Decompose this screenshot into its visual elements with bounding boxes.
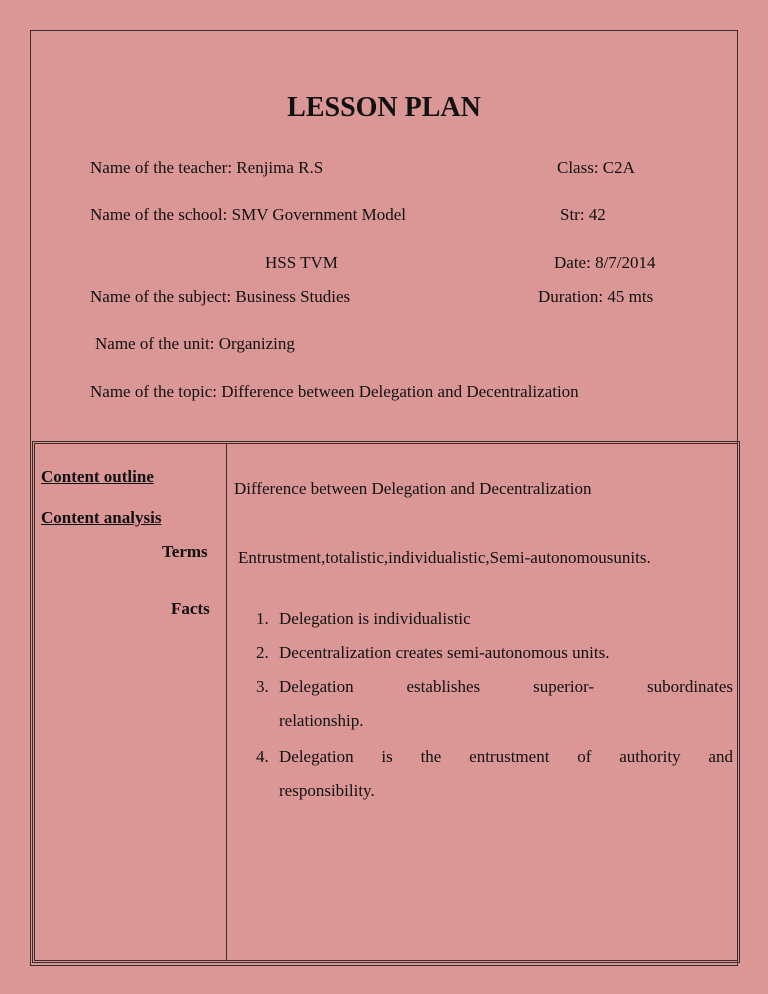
terms-label: Terms [162,542,208,561]
fact-word: the [420,747,442,766]
fact-text [279,677,733,697]
fact-word: subordinates [647,677,733,696]
fact-word: of [577,747,592,766]
content-outline-value: Difference between Delegation and Decentralization [234,479,592,498]
fact-text: Decentralization creates semi-autonomous units. [279,643,610,662]
topic-name: Name of the topic: Difference between Delegation and Decentralization [90,382,579,401]
page-title: LESSON PLAN [287,92,481,123]
unit-name: Name of the unit: Organizing [95,334,295,353]
fact-word: establishes [406,677,481,696]
fact-text-continued: relationship. [279,711,364,730]
fact-word: superior- [533,677,595,696]
strength-value: Str: 42 [560,205,606,224]
fact-text-continued: responsibility. [279,781,375,800]
duration-value: Duration: 45 mts [538,287,654,306]
class-value: Class: C2A [557,158,635,177]
fact-word: Delegation [279,677,354,696]
facts-label: Facts [171,599,210,618]
content-analysis-label: Content analysis [41,508,162,527]
fact-text: Delegation is individualistic [279,609,471,628]
fact-number: 2. [256,643,269,662]
fact-number: 4. [256,747,269,766]
fact-word: and [708,747,733,766]
table-column-divider [226,443,227,961]
fact-word: is [381,747,393,766]
school-name-cont: HSS TVM [265,253,338,272]
date-value: Date: 8/7/2014 [554,253,656,272]
fact-word: authority [619,747,681,766]
content-outline-label: Content outline [41,467,154,486]
school-name: Name of the school: SMV Government Model [90,205,407,224]
fact-word: Delegation [279,747,354,766]
subject-name: Name of the subject: Business Studies [90,287,351,306]
teacher-name: Name of the teacher: Renjima R.S [90,158,324,177]
fact-word: entrustment [469,747,550,766]
fact-number: 3. [256,677,269,696]
terms-value: Entrustment,totalistic,individualistic,Semi-autonomousunits. [238,548,651,567]
fact-text [279,747,733,767]
fact-number: 1. [256,609,269,628]
